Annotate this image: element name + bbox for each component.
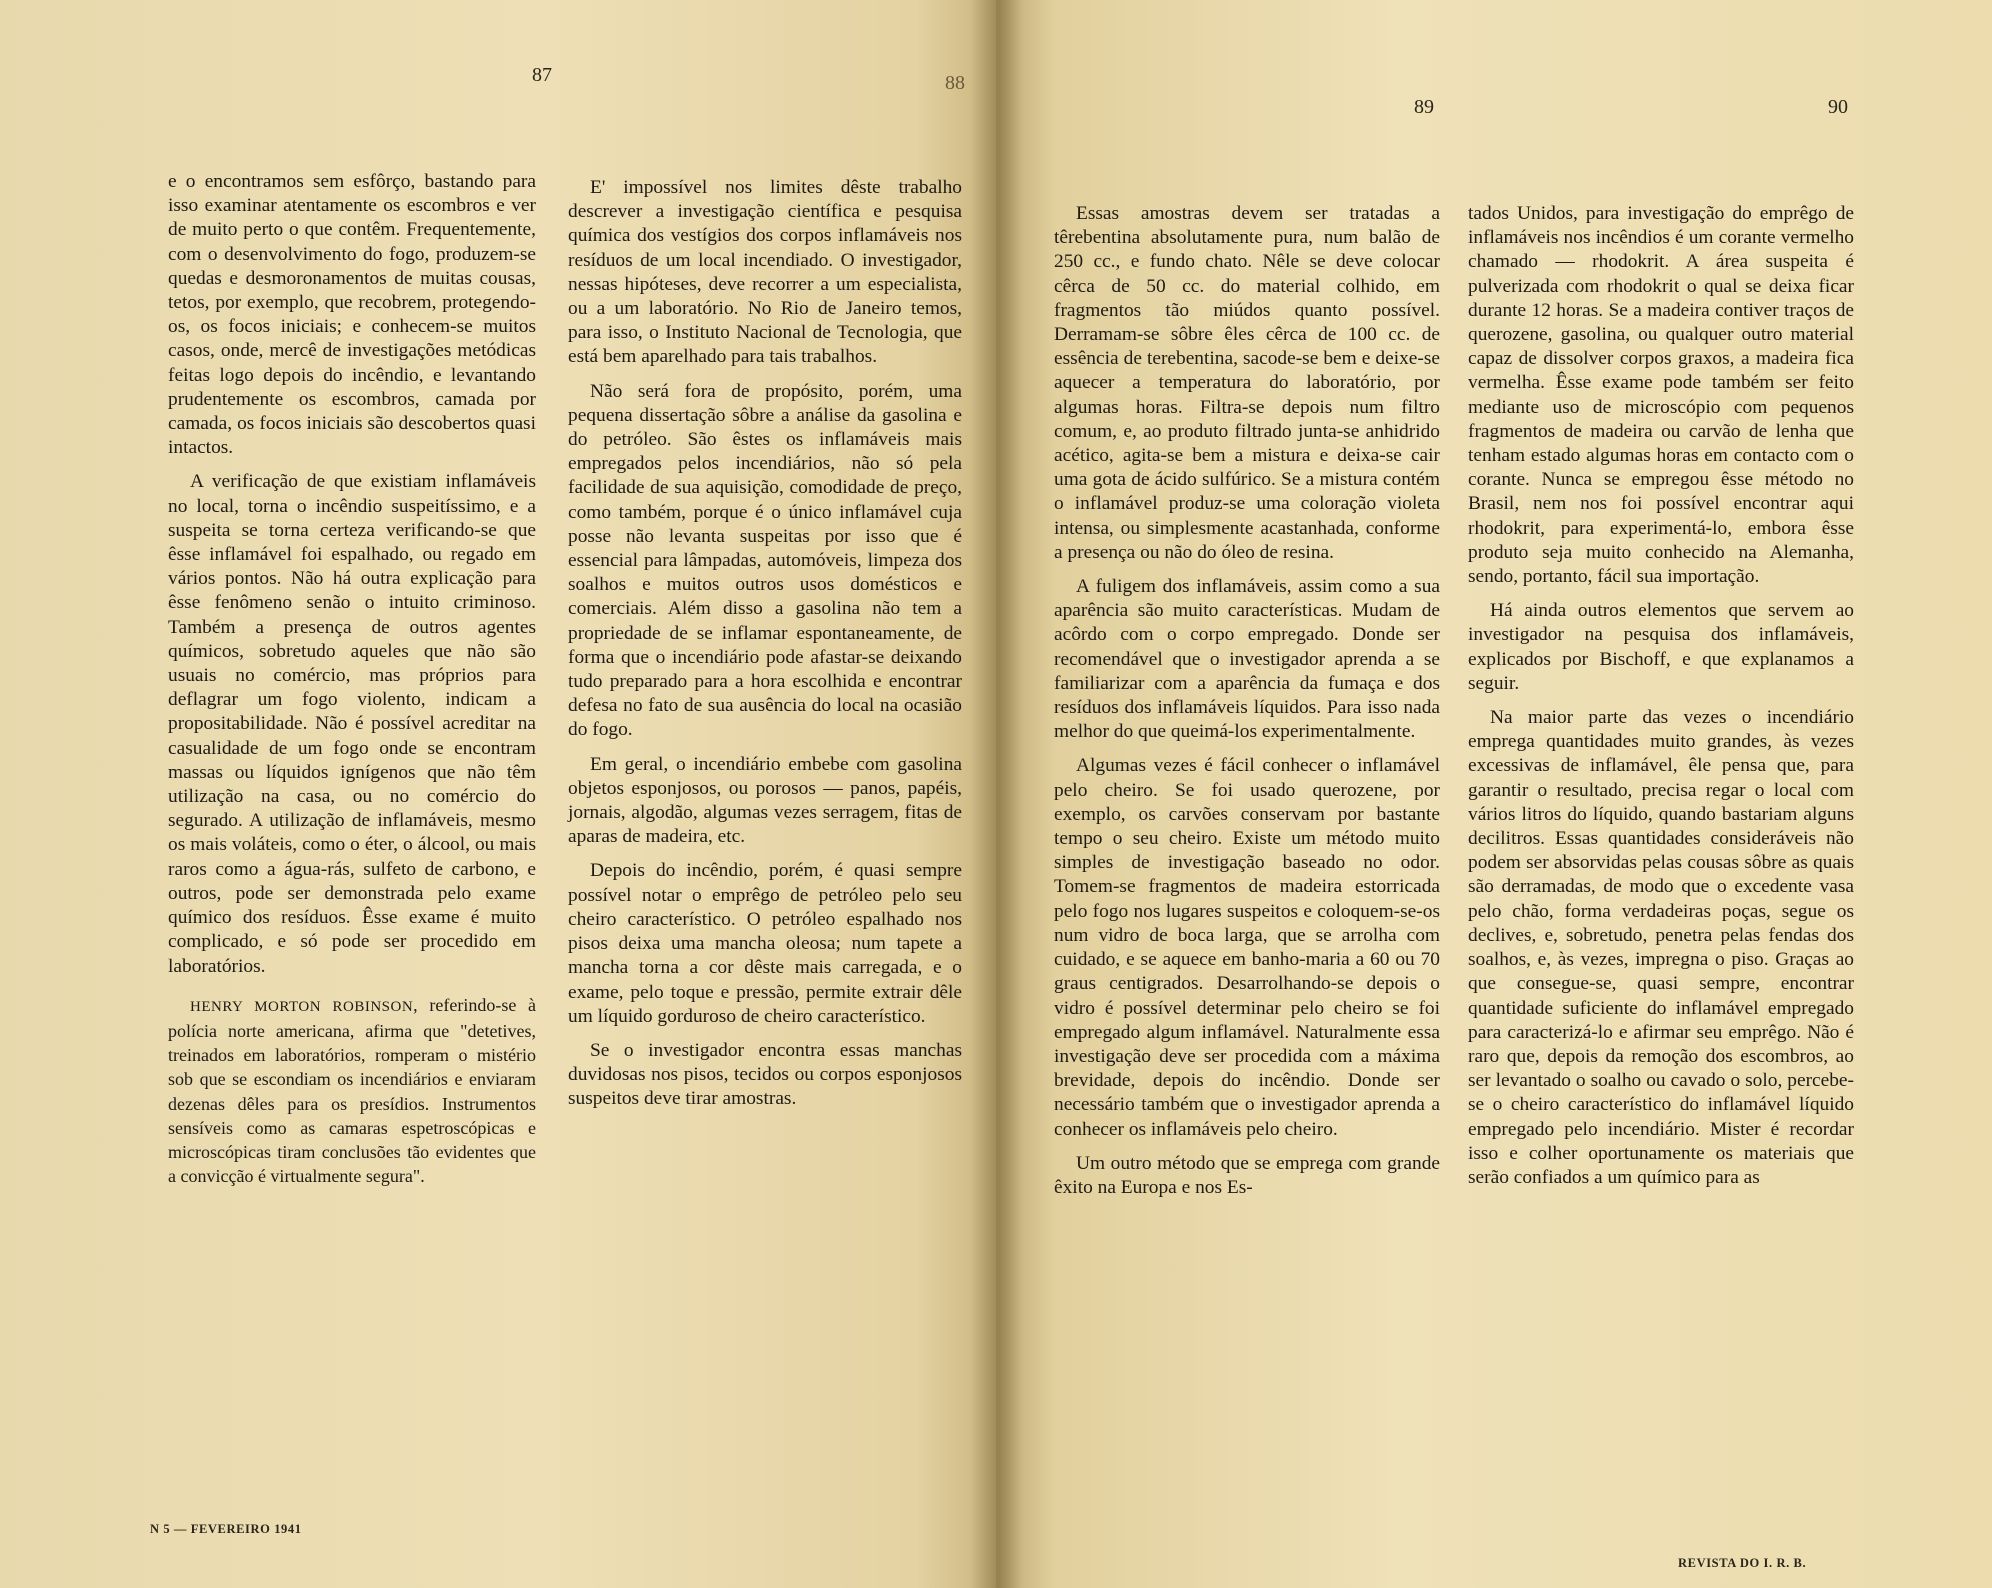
paragraph: tados Unidos, para investigação do emprêgo de inflamáveis nos incêndios é um corante vermelho chamado — rhodokrit. A área suspeita é pulverizada com rhodokrit o qual se deixa ficar durante 12 horas. Se a madeira contiver traços de querozene, gasolina, ou qualquer outro material capaz de dissolver corpos graxos, a madeira fica vermelha. Êsse exame pode também ser feito mediante uso de microscópio com pequenos fragmentos de madeira ou carvão de lenha que tenham estado algumas horas em contacto com o corante. Nunca se empregou êsse método no Brasil, nem nos foi possível encontrar aqui rhodokrit, para experimentá-lo, embora êsse produto seja muito conhecido na Alemanha, sendo, portanto, fácil sua importação. <box>1468 203 1854 588</box>
quote-text: , referindo-se à polícia norte americana, afirma que "detetives, treinados em laboratórios, romperam o mistério sob que se escondiam os incendiários e enviaram dezenas dêles para os presídios. Instrumentos sensíveis como as camaras espetroscópicas e microscópicas tiram conclusões tão evidentes que a convicção é virtualmente segura". <box>168 994 536 1187</box>
paragraph: Há ainda outros elementos que servem ao investigador na pesquisa dos inflamáveis, explicados por Bischoff, e que explanamos a seguir. <box>1468 600 1854 694</box>
page-number-88: 88 <box>945 72 965 94</box>
paragraph: Não será fora de propósito, porém, uma pequena dissertação sôbre a análise da gasolina e do petróleo. São êstes os inflamáveis mais empregados pelos incendiários, não só pela facilidade de sua aquisição, comodidade de preço, como também, porque é o único inflamável cuja posse não levanta suspeitas por isso que é essencial para lâmpadas, automóveis, limpeza dos soalhos e muitos outros usos domésticos e comerciais. Além disso a gasolina não tem a propriedade de se inflamar espontaneamente, de forma que o incendiário pode afastar-se deixando tudo preparado para a hora escolhida e encontrar defesa no fato de sua ausência do local na ocasião do fogo. <box>568 380 962 741</box>
paragraph: e o encontramos sem esfôrço, bastando para isso examinar atentamente os escombros e ver de muito perto o que contêm. Frequentemente, com o desenvolvimento do fogo, produzem-se quedas e desmoronamentos de muitas cousas, tetos, por exemplo, que recobrem, protegendo-os, os focos iniciais; e conhecem-se muitos casos, onde, mercê de investigações metódicas feitas logo depois do incêndio, e levantando prudentemente os escombros, camada por camada, os focos iniciais são descobertos quasi intactos. <box>168 171 536 459</box>
paragraph: A fuligem dos inflamáveis, assim como a sua aparência são muito características. Mudam de acôrdo com o corpo empregado. Donde ser recomendável que o investigador aprenda a se familiarizar com a aparência da fumaça e dos resíduos dos inflamáveis líquidos. Para isso nada melhor do que queimá-los experimentalmente. <box>1054 576 1440 743</box>
quote-author: HENRY MORTON ROBINSON <box>190 998 414 1015</box>
right-page <box>996 0 1992 1588</box>
journal-footer: REVISTA DO I. R. B. <box>1678 1556 1807 1570</box>
paragraph: Na maior parte das vezes o incendiário emprega quantidades muito grandes, às vezes excessivas de inflamável, êle pensa que, para garantir o resultado, precisa regar o local com vários litros do líquido, quando bastariam alguns decilitros. Essas quantidades consideráveis não podem ser absorvidas pelas cousas sôbre as quais são derramadas, de modo que o excedente vasa pelo chão, forma verdadeiras poças, segue os declives, e, sobretudo, penetra pelas fendas dos soalhos, e, às vezes, impregna o piso. Graças ao que consegue-se, quasi sempre, encontrar quantidade suficiente do inflamável empregado para caracterizá-lo e afirmar seu emprêgo. Não é raro que, depois da remoção dos escombros, ao ser levantado o soalho ou cavado o solo, percebe-se o cheiro característico do inflamável líquido empregado pelo incendiário. Mister é recordar isso e colher oportunamente os materiais que serão confiados a um químico para as <box>1468 707 1854 1188</box>
page-number-89: 89 <box>1414 96 1434 118</box>
issue-footer: N 5 — FEVEREIRO 1941 <box>150 1522 302 1536</box>
quote-paragraph <box>168 993 536 1189</box>
column-page-87 <box>168 170 536 1198</box>
paragraph: E' impossível nos limites dêste trabalho descrever a investigação científica e pesquisa química dos vestígios dos corpos inflamáveis nos resíduos de um local incendiado. O investigador, nessas hipóteses, deve recorrer a um especialista, ou a um laboratório. No Rio de Janeiro temos, para isso, o Instituto Nacional de Tecnologia, que está bem aparelhado para tais trabalhos. <box>568 177 962 368</box>
paragraph: Se o investigador encontra essas manchas duvidosas nos pisos, tecidos ou corpos esponjosos suspeitos deve tirar amostras. <box>568 1039 962 1110</box>
paragraph: Algumas vezes é fácil conhecer o inflamável pelo cheiro. Se foi usado querozene, por exemplo, os carvões conservam por bastante tempo o seu cheiro. Existe um método muito simples de investigação baseado no odor. Tomem-se fragmentos de madeira estorricada pelo fogo nos lugares suspeitos e coloquem-se-os num vidro de boca larga, que se arrolha com cuidado, e se aquece em banho-maria a 60 ou 70 graus centigrados. Desarrolhando-se depois o vidro é possível determinar pelo cheiro se foi empregado algum inflamável. Naturalmente essa investigação deve ser procedida com a máxima brevidade, depois do incêndio. Donde ser necessário também que o investigador aprenda a conhecer os inflamáveis pelo cheiro. <box>1054 755 1440 1140</box>
paragraph: Depois do incêndio, porém, é quasi sempre possível notar o emprêgo de petróleo pelo seu cheiro característico. O petróleo espalhado nos pisos deixa uma mancha oleosa; num tapete a mancha torna a cor dêste mais carregada, e o exame, pelo toque e pressão, permite extrair dêle um líquido gorduroso de cheiro característico. <box>568 860 962 1027</box>
page-number-90: 90 <box>1828 96 1848 118</box>
page-number-87: 87 <box>532 64 552 86</box>
paragraph: A verificação de que existiam inflamáveis no local, torna o incêndio suspeitíssimo, e a suspeita se torna certeza verificando-se que êsse inflamável foi espalhado, ou regado em vários pontos. Não há outra explicação para êsse fenômeno senão o intuito criminoso. Também a presença de outros agentes químicos, sobretudo aqueles que não são usuais no comércio, mas próprios para deflagrar um fogo violento, indicam a propositabilidade. Não é possível acreditar na casualidade de um fogo onde se encontram massas ou líquidos ignígenos que não têm utilização na casa, ou no comércio do segurado. A utilização de inflamáveis, mesmo os mais voláteis, como o éter, o álcool, ou mais raros como a água-rás, sulfeto de carbono, e outros, pode ser demonstrada pelo exame químico dos resíduos. Êsse exame é muito complicado, e só pode ser procedido em laboratórios. <box>168 471 536 977</box>
column-page-88 <box>568 176 962 1122</box>
column-page-90 <box>1468 202 1854 1200</box>
paragraph: Um outro método que se emprega com grande êxito na Europa e nos Es- <box>1054 1152 1440 1198</box>
paragraph: Em geral, o incendiário embebe com gasolina objetos esponjosos, ou porosos — panos, papéis, jornais, algodão, algumas vezes serragem, fitas de aparas de madeira, etc. <box>568 753 962 848</box>
column-page-89 <box>1054 202 1440 1210</box>
paragraph: Essas amostras devem ser tratadas a têrebentina absolutamente pura, num balão de 250 cc., e fundo chato. Nêle se deve colocar cêrca de 50 cc. do material colhido, em fragmentos tão miúdos quanto possível. Derramam-se sôbre êles cêrca de 100 cc. de essência de terebentina, sacode-se bem e deixe-se aquecer a temperatura do laboratório, por algumas horas. Filtra-se depois num filtro comum, e, ao produto filtrado junta-se anhidrido acético, agita-se bem a mistura e deixa-se cair uma gota de ácido sulfúrico. Se a mistura contém o inflamável produz-se uma coloração violeta intensa, ou simplesmente acastanhada, conforme a presença ou não do óleo de resina. <box>1054 203 1440 563</box>
